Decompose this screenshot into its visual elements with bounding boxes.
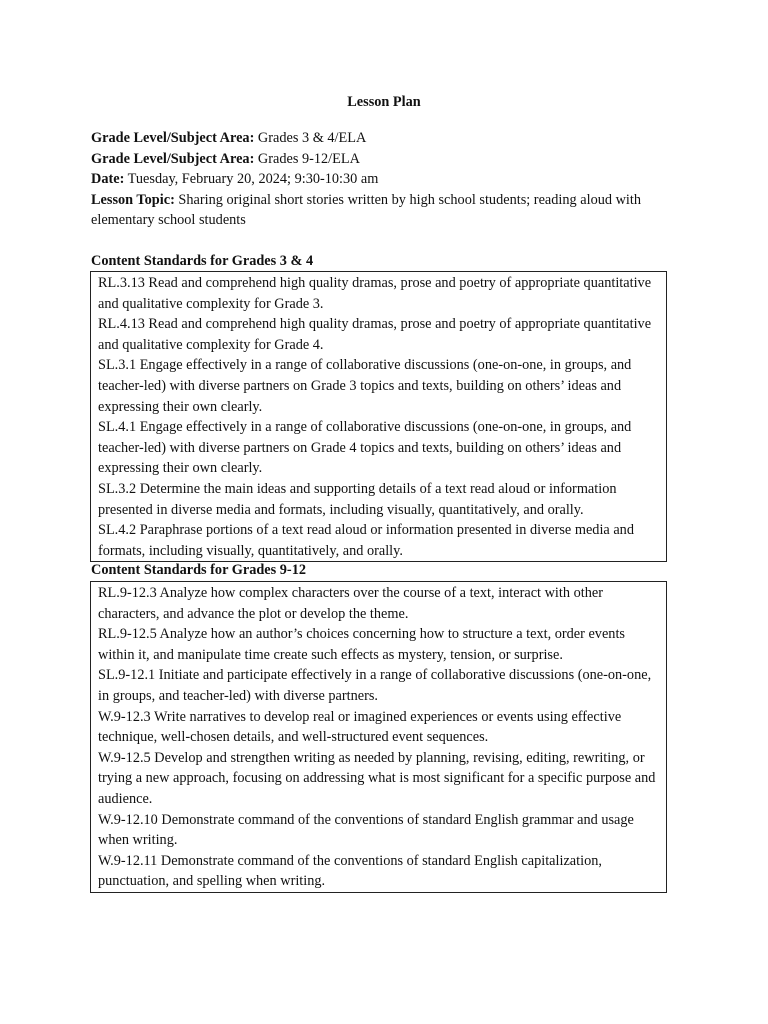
meta-label: Grade Level/Subject Area: (91, 130, 255, 146)
section-heading-grades-9-12: Content Standards for Grades 9-12 (91, 562, 306, 578)
page-title: Lesson Plan (347, 94, 421, 110)
meta-value: Grades 3 & 4/ELA (254, 130, 367, 146)
lesson-meta (91, 128, 681, 231)
standard-item: SL.3.2 Determine the main ideas and supporting details of a text read aloud or information presented in diverse media and formats, including visually, quantitatively, and orally. (98, 480, 617, 518)
standard-item: SL.9-12.1 Initiate and participate effectively in a range of collaborative discussions (one-on-one, in groups, and teacher-led) with diverse partners. (98, 667, 652, 704)
meta-label: Grade Level/Subject Area: (91, 150, 255, 167)
meta-value: Tuesday, February 20, 2024; 9:30-10:30 am (124, 171, 379, 188)
meta-grade-level-elementary (91, 128, 681, 149)
section-heading-grades-3-4: Content Standards for Grades 3 & 4 (91, 253, 314, 269)
standards-box-grades-3-4 (90, 271, 667, 562)
standard-item: W.9-12.3 Write narratives to develop real or imagined experiences or events using effective technique, well-chosen details, and well-structured event sequences. (98, 708, 622, 746)
standards-box-grades-9-12 (90, 581, 667, 893)
standard-item: SL.4.1 Engage effectively in a range of collaborative discussions (one-on-one, in groups, and teacher-led) with diverse partners on Grade 4 topics and texts, building on others’ ideas and expressing their own clearly. (98, 419, 632, 477)
meta-grade-level-high-school (91, 149, 681, 170)
meta-value: Grades 9-12/ELA (254, 150, 360, 167)
standard-item: SL.4.2 Paraphrase portions of a text read aloud or information presented in diverse media and formats, including visually, quantitatively, and orally. (98, 522, 634, 559)
meta-label: Lesson Topic: (91, 191, 175, 208)
standard-item: SL.3.1 Engage effectively in a range of collaborative discussions (one-on-one, in groups, and teacher-led) with diverse partners on Grade 3 topics and texts, building on others’ ideas and expressing their own clearly. (98, 357, 632, 415)
standard-item: W.9-12.5 Develop and strengthen writing as needed by planning, revising, editing, rewriting, or trying a new approach, focusing on addressing what is most significant for a specific purpose and audience. (98, 749, 656, 807)
meta-value: Sharing original short stories written by high school students; reading aloud with elementary school students (91, 191, 642, 229)
standard-item: RL.9-12.5 Analyze how an author’s choices concerning how to structure a text, order events within it, and manipulate time create such effects as mystery, tension, or surprise. (98, 626, 625, 663)
standard-item: RL.3.13 Read and comprehend high quality dramas, prose and poetry of appropriate quantitative and qualitative complexity for Grade 3. (98, 275, 652, 312)
standard-item: W.9-12.11 Demonstrate command of the conventions of standard English capitalization, punctuation, and spelling when writing. (98, 852, 602, 890)
meta-lesson-topic (91, 190, 681, 231)
standard-item: RL.4.13 Read and comprehend high quality dramas, prose and poetry of appropriate quantitative and qualitative complexity for Grade 4. (98, 316, 652, 353)
meta-date (91, 169, 681, 190)
standard-item: W.9-12.10 Demonstrate command of the conventions of standard English grammar and usage when writing. (98, 811, 634, 849)
meta-label: Date: (91, 171, 125, 188)
standard-item: RL.9-12.3 Analyze how complex characters over the course of a text, interact with other characters, and advance the plot or develop the theme. (98, 585, 603, 622)
